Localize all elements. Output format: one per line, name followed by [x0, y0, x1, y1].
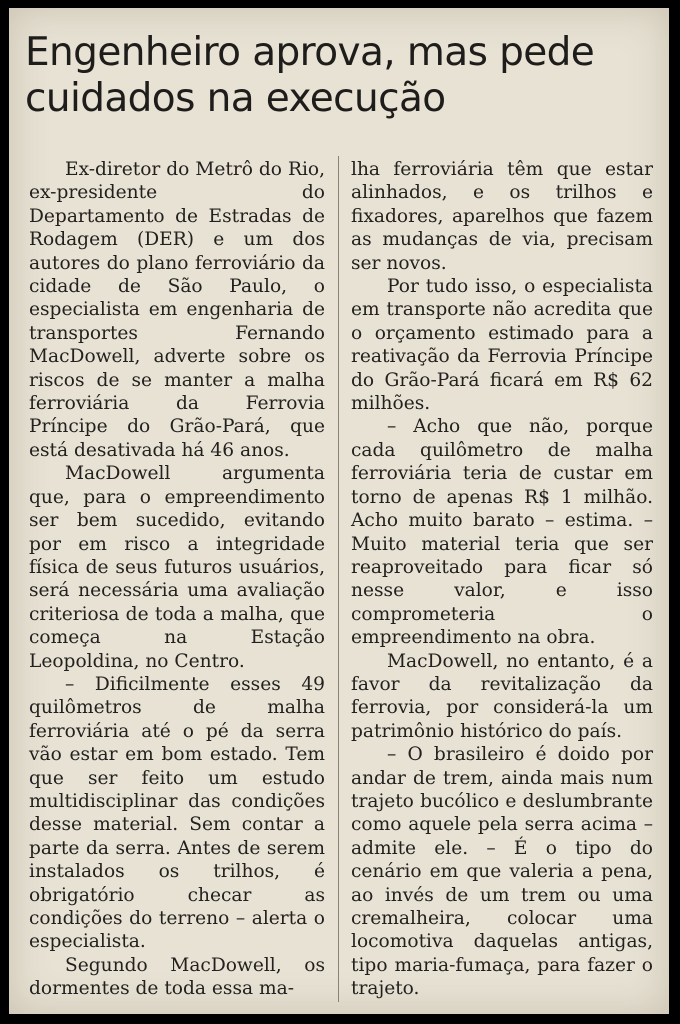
paragraph-continuation: lha ferroviária têm que estar alinhados, e os trilhos e fixadores, aparelhos que fazem as mudanças de via, precisam ser novos.: [351, 159, 653, 274]
paragraph: – Dificilmente esses 49 quilômetros de malha ferroviária até o pé da serra vão estar em bom estado. Tem que ser feito um estudo multidisciplinar das condições desse material. Sem contar a parte da serra. Antes de serem instalados os trilhos, é obrigatório checar as condições do terreno – alerta o especialista.: [29, 673, 325, 953]
paragraph: MacDowell, no entanto, é a favor da revitalização da ferrovia, por considerá-la um patrimônio histórico do país.: [351, 650, 653, 742]
paragraph: – Acho que não, porque cada quilômetro de malha ferroviária teria de custar em torno de apenas R$ 1 milhão. Acho muito barato – estima. – Muito material teria que ser reaproveitado para ficar só nesse valor, e isso comprometeria o empreendimento na obra.: [351, 416, 653, 649]
article-column-right: [351, 158, 653, 1001]
article-headline: Engenheiro aprova, mas pede cuidados na execução: [25, 30, 595, 121]
article-column-left: [29, 158, 325, 1001]
paragraph: Segundo MacDowell, os dormentes de toda essa ma-: [29, 954, 325, 1000]
paragraph: – O brasileiro é doido por andar de trem, ainda mais num trajeto bucólico e deslumbrante como aquele pela serra acima – admite ele. – É o tipo do cenário em que valeria a pena, ao invés de um trem ou uma cremalheira, colocar uma locomotiva daquelas antigas, tipo maria-fumaça, para fazer o trajeto.: [351, 744, 653, 1000]
paragraph: MacDowell argumenta que, para o empreendimento ser bem sucedido, evitando por em risco a integridade física de seus futuros usuários, será necessária uma avaliação criteriosa de toda a malha, que começa na Estação Leopoldina, no Centro.: [29, 463, 325, 672]
column-divider: [338, 156, 339, 1002]
paragraph: Por tudo isso, o especialista em transporte não acredita que o orçamento estimado para a reativação da Ferrovia Príncipe do Grão-Pará ficará em R$ 62 milhões.: [351, 276, 653, 415]
paragraph: Ex-diretor do Metrô do Rio, ex-presidente do Departamento de Estradas de Rodagem (DER) e um dos autores do plano ferroviário da cidade de São Paulo, o especialista em engenharia de transportes Fernando MacDowell, adverte sobre os riscos de se manter a malha ferroviária da Ferrovia Príncipe do Grão-Pará, que está desativada há 46 anos.: [29, 159, 325, 461]
newspaper-clipping: [9, 8, 669, 1014]
